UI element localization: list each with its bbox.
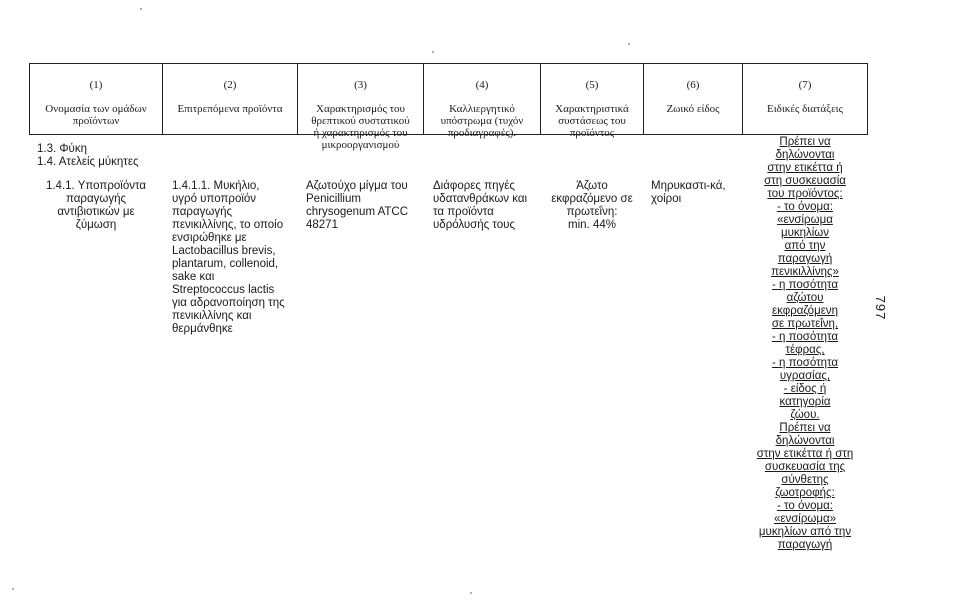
header-col-3-title: Χαρακτηρισμός του θρεπτικού συστατικού ή χαρακτηρισμός του μικροοργανισμού [311,103,410,151]
scan-speck [470,592,472,594]
header-col-2-number: (2) [223,79,237,91]
header-col-7-title: Ειδικές διατάξεις [766,103,844,115]
header-col-6-number: (6) [686,79,700,91]
header-col-3 [298,67,423,163]
header-col-1 [30,67,162,139]
row-animal-species: Μηρυκαστι-κά, χοίροι [651,180,726,205]
header-col-2-title: Επιτρεπόμενα προϊόντα [177,103,283,115]
row-special-provisions: Πρέπει να δηλώνονται στην ετικέττα ή στη συσκευασία του προϊόντος: - το όνομα: «ενσίρωμα μυκηλίων από την παραγωγή πενικιλλίνης» - η ποσότητα αζώτου εκφραζόμενη σε πρωτεΐνη, - η ποσότητα τέφρας, - η ποσότητα υγρασίας, - είδος ή κατηγορία ζώου. Πρέπει να δηλώνονται στην ετικέττα ή στη συσκευασία της σύνθετης ζωοτροφής: - το όνομα: «ενσίρωμα» μυκηλίων από την παραγωγή [756,136,854,551]
group-heading: 1.3. Φύκη 1.4. Ατελείς μύκητες [37,143,139,168]
row-product-group: 1.4.1. Υποπροϊόντα παραγωγής αντιβιοτικών με ζύμωση [45,180,147,231]
table-right-border [867,63,868,135]
scan-speck [140,8,142,10]
header-col-3-number: (3) [354,79,367,91]
header-col-2 [163,67,297,127]
row-nutrient-characterization: Αζωτούχο μίγμα του Penicillium chrysogenum ATCC 48271 [306,180,409,231]
header-col-5 [541,67,643,151]
header-col-7-number: (7) [798,79,812,91]
row-culture-substrate: Διάφορες πηγές υδατανθράκων και τα προϊόντα υδρόλυσής τους [433,180,528,231]
header-col-7 [743,67,867,127]
header-col-6 [644,67,742,127]
header-col-4 [424,67,540,151]
header-col-5-title: Χαρακτηριστικά συστάσεως του προϊόντος [555,103,629,139]
header-col-1-number: (1) [89,79,103,91]
scan-speck [432,51,434,53]
scan-speck [12,588,14,590]
page-number: 797 [873,295,888,321]
row-permitted-product: 1.4.1.1. Μυκήλιο, υγρό υποπροϊόν παραγωγής πενικιλλίνης, το οποίο ενσιρώθηκε με Lactobacillus brevis, plantarum, collenoid, sake και Streptococcus lactis για αδρανοποίηση της πενικιλλίνης και θερμάνθηκε [172,180,285,335]
scan-speck [628,43,630,45]
header-col-4-number: (4) [475,79,489,91]
row-composition: Άζωτο εκφραζόμενο σε πρωτεΐνη: min. 44% [551,180,633,231]
header-col-1-title: Ονομασία των ομάδων προϊόντων [45,103,147,127]
header-col-4-title: Καλλιεργητικό υπόστρωμα (τυχόν προδιαγραφές). [440,103,524,139]
header-col-6-title: Ζωικό είδος [666,103,720,115]
header-col-5-number: (5) [585,79,599,91]
